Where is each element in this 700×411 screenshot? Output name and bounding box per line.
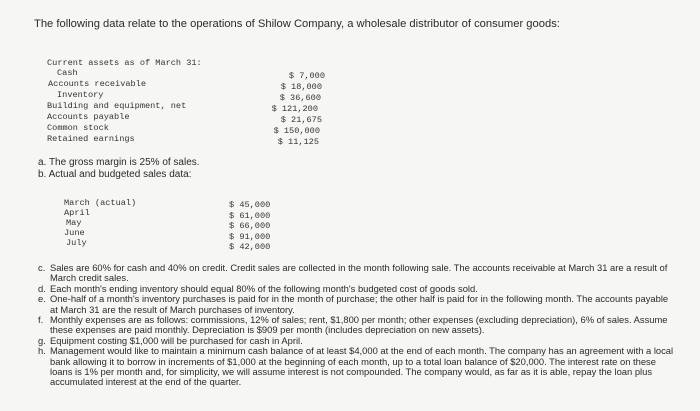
note-h (38, 346, 678, 388)
note-c (38, 263, 678, 284)
sales-value-march: $ 45,000 (229, 200, 271, 210)
assumption-notes (38, 263, 678, 388)
ca-label: Building and equipment, net (47, 101, 187, 111)
sales-value-july: $ 42,000 (229, 242, 271, 252)
ca-value-accounts-receivable: $ 18,000 (280, 82, 322, 92)
problem-intro: The following data relate to the operations of Shilow Company, a wholesale distributor of consumer goods: (34, 18, 560, 30)
ca-label: Accounts receivable (48, 79, 146, 89)
ca-label: Accounts payable (47, 112, 130, 122)
ca-value-accounts-payable: $ 21,675 (280, 115, 322, 125)
ca-label: Common stock (47, 123, 109, 133)
sales-label-march: March (actual) (64, 198, 137, 208)
ca-label: Retained earnings (47, 134, 135, 144)
note-e (38, 294, 678, 315)
note-text: Equipment costing $1,000 will be purchased for cash in April. (50, 334, 303, 346)
item-a-gross-margin: a. The gross margin is 25% of sales. (38, 157, 200, 168)
ca-label: Inventory (57, 90, 104, 100)
ca-value-common-stock: $ 150,000 (273, 126, 320, 136)
note-text: One-half of a month's inventory purchases is paid for in the month of purchase; the other half is paid for in the following month. The accounts payable at March 31 are the result of March purchases of inventory. (50, 293, 669, 315)
sales-value-june: $ 91,000 (229, 232, 271, 242)
sales-value-may: $ 66,000 (229, 221, 271, 231)
note-label: e. (38, 293, 46, 305)
note-text: Management would like to maintain a minimum cash balance of at least $4,000 at the end of each month. The company has an agreement with a local bank allowing it to borrow in increments of $1,000 at the beginning of each month, up to a total loan balance of $20,000. The interest rate on these loans is 1% per month and, for simplicity, we will assume interest is not compounded. The company would, as far as it is able, repay the loan plus accumulated interest at the end of the quarter. (50, 345, 674, 388)
note-label: h. (38, 345, 46, 357)
ca-label: Cash (57, 68, 78, 78)
sales-label-july: July (66, 238, 87, 248)
note-text: Sales are 60% for cash and 40% on credit. Credit sales are collected in the month following sale. The accounts receivable at March 31 are a result of March credit sales. (50, 262, 668, 284)
ca-value-retained-earnings: $ 11,125 (277, 137, 319, 147)
note-label: d. (38, 282, 46, 294)
ca-value-cash: $ 7,000 (288, 71, 325, 81)
note-label: f. (38, 314, 44, 326)
note-label: c. (38, 262, 46, 273)
item-b-sales-data: b. Actual and budgeted sales data: (38, 169, 192, 180)
note-f (38, 315, 678, 336)
note-label: g. (38, 334, 46, 346)
ca-value-building: $ 121,200 (271, 104, 318, 114)
sales-value-april: $ 61,000 (229, 211, 271, 221)
sales-label-june: June (64, 228, 85, 238)
note-text: Monthly expenses are as follows: commissions, 12% of sales; rent, $1,800 per month; other expenses (excluding depreciation), 6% of sales. Assume these expenses are paid monthly. Depreciation is $909 per month (includes depreciation on new assets). (50, 314, 668, 336)
ca-value-inventory: $ 36,600 (279, 93, 321, 103)
sales-label-may: May (66, 218, 82, 228)
note-text: Each month's ending inventory should equal 80% of the following month's budgeted cost of goods sold. (50, 282, 478, 294)
current-assets-header: Current assets as of March 31: (47, 58, 202, 68)
sales-label-april: April (64, 208, 90, 218)
